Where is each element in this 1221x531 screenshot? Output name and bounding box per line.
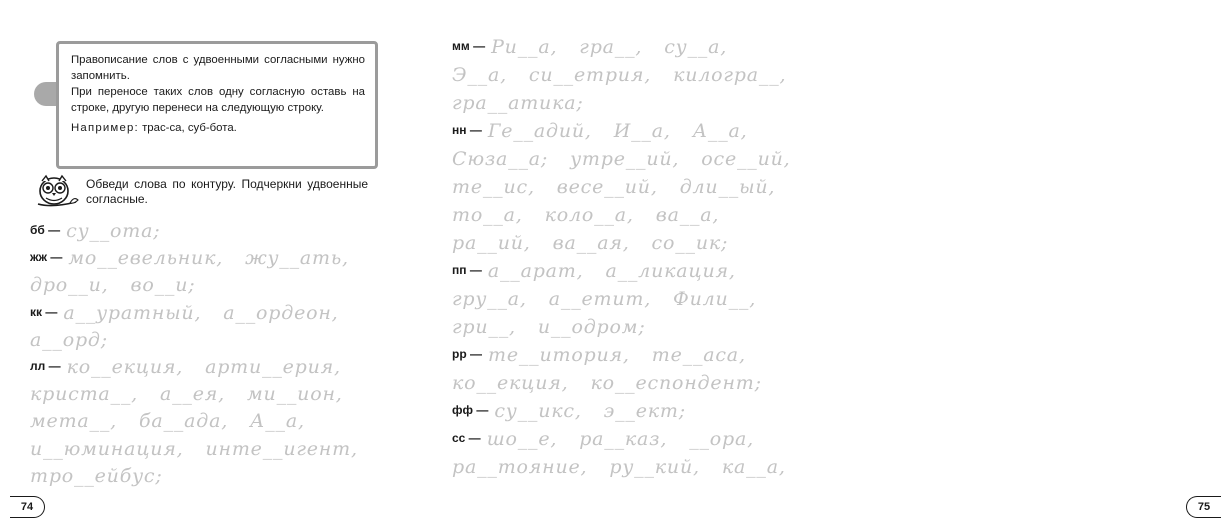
traceable-word: гру__а, (452, 288, 527, 310)
traceable-word: су__а, (664, 36, 728, 58)
traceable-word: ко__еспондент; (590, 372, 762, 394)
page-number-left: 74 (10, 496, 45, 518)
example-text: трас-са, суб-бота. (142, 122, 237, 134)
consonant-pair-label: жж — (30, 250, 63, 265)
exercise-line (30, 247, 371, 269)
exercise-line (452, 288, 778, 310)
traceable-word: И__а, (613, 120, 671, 142)
traceable-word: ми__ион, (246, 383, 343, 406)
page-number-right: 75 (1186, 496, 1221, 518)
traceable-word: те__итория, (488, 344, 630, 366)
traceable-word: утре__ий, (570, 148, 680, 170)
traceable-word: су__ота; (66, 220, 161, 242)
exercise-line (452, 176, 797, 198)
exercise-line (452, 456, 808, 478)
task-instruction: Обведи слова по контуру. Подчеркни удвоенные согласные. (86, 177, 368, 206)
exercise-line (30, 302, 361, 324)
exercise-line (452, 120, 769, 142)
traceable-word: гра__атика; (452, 92, 584, 114)
traceable-word: те__ис, (452, 176, 535, 198)
traceable-word: дли__ый, (679, 176, 776, 198)
consonant-pair-label: лл — (30, 359, 61, 373)
traceable-word: А__а, (250, 410, 305, 433)
exercise-line (30, 383, 365, 405)
traceable-word: дро__и, (30, 274, 109, 297)
exercise-line (30, 465, 185, 487)
exercise-line (30, 356, 363, 378)
traceable-word: а__ликация, (605, 260, 736, 282)
exercise-line (452, 36, 749, 58)
exercise-line (452, 372, 784, 394)
traceable-word: Ри__а, (491, 36, 558, 58)
traceable-word: __ора, (689, 428, 754, 450)
traceable-word: осе__ий, (701, 148, 791, 170)
traceable-word: то__а, (452, 204, 523, 226)
rule-example (71, 120, 365, 136)
exercise-line (30, 438, 380, 460)
traceable-word: ка__а, (721, 456, 786, 478)
exercise-line (30, 410, 327, 432)
consonant-pair-label: бб — (30, 223, 61, 237)
exercise-line (452, 344, 768, 366)
traceable-word: су__икс, (494, 400, 582, 422)
exercise-line (452, 232, 750, 254)
exercise-line (452, 204, 741, 226)
rule-paragraph-1: Правописание слов с удвоенными согласными нужно запомнить. (71, 54, 365, 82)
consonant-pair-label: мм — (452, 39, 486, 53)
rule-box (56, 41, 378, 169)
traceable-word: гри__, (452, 316, 516, 338)
consonant-pair-label: пп — (452, 263, 482, 277)
traceable-word: гра__, (579, 36, 643, 58)
traceable-word: ра__ий, (452, 232, 531, 254)
rule-paragraph-2: При переносе таких слов одну согласную оставь на строке, другую перенеси на следующую строку. (71, 86, 365, 114)
traceable-word: ра__тояние, (452, 456, 588, 478)
consonant-pair-label: рр — (452, 347, 482, 361)
traceable-word: а__ордеон, (223, 301, 339, 324)
traceable-word: а__ея, (159, 383, 225, 406)
exercise-line (452, 428, 776, 450)
traceable-word: си__етрия, (528, 64, 652, 86)
traceable-word: килогра__, (673, 64, 787, 86)
consonant-pair-label: фф — (452, 403, 489, 417)
traceable-word: и__юминация, (30, 437, 184, 460)
exercise-line (452, 316, 668, 338)
traceable-word: мо__евельник, (68, 247, 224, 270)
traceable-word: мета__, (30, 410, 117, 433)
consonant-pair-label: нн — (452, 123, 482, 137)
traceable-word: Э__а, (452, 64, 507, 86)
traceable-word: со__ик; (651, 232, 729, 254)
exercise-line (30, 274, 217, 296)
exercise-line (452, 148, 813, 170)
traceable-word: ва__ая, (552, 232, 630, 254)
traceable-word: ба__ада, (138, 410, 229, 433)
consonant-pair-label: сс — (452, 431, 481, 445)
owl-icon (36, 174, 80, 208)
traceable-word: а__орд; (30, 328, 108, 351)
traceable-word: криста__, (30, 383, 138, 406)
exercise-line (452, 92, 606, 114)
traceable-word: тро__ейбус; (30, 464, 163, 487)
consonant-pair-label: кк — (30, 304, 58, 319)
traceable-word: ва__а, (655, 204, 720, 226)
traceable-word: ру__кий, (609, 456, 700, 478)
traceable-word: шо__е, (486, 428, 558, 450)
traceable-word: ко__екция, (452, 372, 569, 394)
traceable-word: коло__а, (544, 204, 634, 226)
exercise-line (452, 64, 808, 86)
traceable-word: а__етит, (548, 288, 652, 310)
traceable-word: те__аса, (651, 344, 746, 366)
traceable-word: ра__каз, (579, 428, 668, 450)
traceable-word: ко__екция, (66, 356, 184, 378)
exercise-line (452, 400, 708, 422)
traceable-word: и__одром; (537, 316, 646, 338)
traceable-word: во__и; (130, 274, 196, 297)
traceable-word: э__ект; (603, 400, 686, 422)
traceable-word: весе__ий, (556, 176, 658, 198)
traceable-word: инте__игент, (205, 437, 358, 460)
traceable-word: Сюза__а; (452, 148, 549, 170)
traceable-word: жу__ать, (245, 247, 349, 270)
traceable-word: арти__ерия, (205, 356, 341, 378)
traceable-word: а__арат, (487, 260, 584, 282)
left-page (0, 0, 409, 531)
traceable-word: А__а, (692, 120, 748, 142)
exercise-line (30, 329, 130, 351)
traceable-word: Фили__, (673, 288, 757, 310)
example-label: Например: (71, 122, 139, 134)
traceable-word: а__уратный, (63, 301, 202, 324)
exercise-line (30, 220, 182, 242)
right-page (410, 0, 1211, 531)
traceable-word: Ге__адий, (487, 120, 592, 142)
exercise-line (452, 260, 758, 282)
